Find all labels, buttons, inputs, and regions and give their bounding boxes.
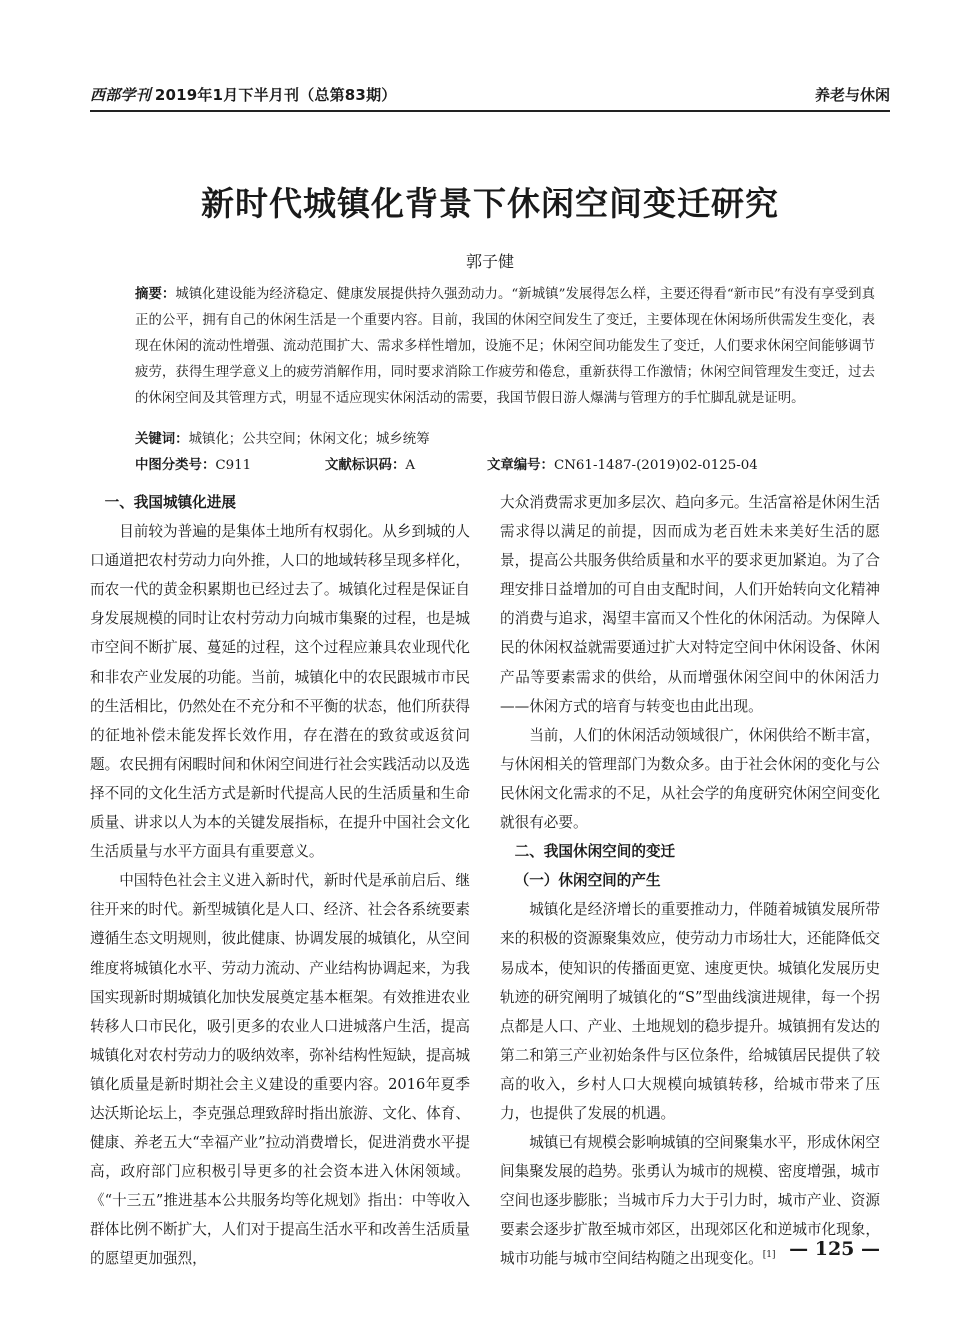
abstract-label: 摘要： bbox=[135, 287, 176, 302]
section-heading-1: 一、我国城镇化进展 bbox=[104, 494, 236, 511]
body-paragraph-text: 城镇已有规模会影响城镇的空间聚集水平，形成休闲空间集聚发展的趋势。张勇认为城市的规模、密度增强，城市空间也逐步膨胀；当城市斥力大于引力时，城市产业、资源要素会逐步扩散至城市郊区，出现郊区化和逆城市化现象，城市功能与城市空间结构随之出现变化。 bbox=[500, 1134, 880, 1268]
body-paragraph: 目前较为普遍的是集体土地所有权弱化。从乡到城的人口通道把农村劳动力向外推，人口的地域转移呈现多样化，而农一代的黄金积累期也已经过去了。城镇化过程是保证自身发展规模的同时让农村劳动力向城市集聚的过程，也是城市空间不断扩展、蔓延的过程，这个过程应兼具农业现代化和非农产业发展的功能。当前，城镇化中的农民跟城市市民的生活相比，仍然处在不充分和不平衡的状态，他们所获得的征地补偿未能发挥长效作用，存在潜在的致贫或返贫问题。农民拥有闲暇时间和休闲空间进行社会实践活动以及选择不同的文化生活方式是新时代提高人民的生活质量和生命质量、讲求以人为本的关键发展指标，在提升中国社会文化生活质量与水平方面具有重要意义。 bbox=[90, 523, 470, 861]
keywords-label: 关键词： bbox=[135, 432, 189, 447]
body-paragraph-continued: 大众消费需求更加多层次、趋向多元。生活富裕是休闲生活需求得以满足的前提，因而成为老百姓未来美好生活的愿景，提高公共服务供给质量和水平的要求更加紧迫。为了合理安排日益增加的可自由支配时间，人们开始转向文化精神的消费与追求，渴望丰富而又个性化的休闲活动。为保障人民的休闲权益就需要通过扩大对特定空间中休闲设备、休闲产品等要素需求的供给，从而增强休闲空间中的休闲活力——休闲方式的培育与转变也由此出现。 bbox=[500, 494, 880, 715]
abstract bbox=[135, 282, 875, 412]
journal-issue: 2019年1月下半月刊（总第83期） bbox=[154, 86, 397, 104]
doc-value: A bbox=[405, 458, 416, 473]
classification-line bbox=[135, 453, 875, 479]
keywords bbox=[135, 427, 875, 453]
article-title: 新时代城镇化背景下休闲空间变迁研究 bbox=[201, 184, 779, 223]
abstract-text: 城镇化建设能为经济稳定、健康发展提供持久强劲动力。“新城镇”发展得怎么样，主要还得看“新市民”有没有享受到真正的公平，拥有自己的休闲生活是一个重要内容。目前，我国的休闲空间发生了变迁，主要体现在休闲场所供需发生变化，表现在休闲的流动性增强、流动范围扩大、需求多样性增加，设施不足；休闲空间功能发生了变迁，人们要求休闲空间能够调节疲劳，获得生理学意义上的疲劳消解作用，同时要求消除工作疲劳和倦怠，重新获得工作激情；休闲空间管理发生变迁，过去的休闲空间及其管理方式，明显不适应现实休闲活动的需要，我国节假日游人爆满与管理方的手忙脚乱就是证明。 bbox=[135, 287, 875, 406]
journal-logo: 西部学刊 bbox=[90, 86, 151, 104]
subsection-heading: （一）休闲空间的产生 bbox=[514, 872, 661, 890]
header-rule bbox=[90, 110, 890, 112]
section-name: 养老与休闲 bbox=[814, 86, 890, 104]
clc-label: 中图分类号： bbox=[135, 458, 216, 473]
keywords-text: 城镇化；公共空间；休闲文化；城乡统筹 bbox=[188, 432, 430, 447]
article-label: 文章编号： bbox=[487, 458, 554, 473]
reference-marker[interactable]: [1] bbox=[762, 1250, 776, 1261]
author-name: 郭子健 bbox=[465, 252, 514, 271]
body-paragraph: 中国特色社会主义进入新时代，新时代是承前启后、继往开来的时代。新型城镇化是人口、经济、社会各系统要素遵循生态文明规则，彼此健康、协调发展的城镇化，从空间维度将城镇化水平、劳动力流动、产业结构协调起来，为我国实现新时期城镇化加快发展奠定基本框架。有效推进农业转移人口市民化，吸引更多的农业人口进城落户生活，提高城镇化对农村劳动力的吸纳效率，弥补结构性短缺，提高城镇化质量是新时期社会主义建设的重要内容。2016年夏季达沃斯论坛上，李克强总理致辞时指出旅游、文化、体育、健康、养老五大“幸福产业”拉动消费增长，促进消费水平提高，政府部门应积极引导更多的社会资本进入休闲领域。《“十三五”推进基本公共服务均等化规划》指出：中等收入群体比例不断扩大，人们对于提高生活水平和改善生活质量的愿望更加强烈， bbox=[90, 872, 470, 1268]
running-header bbox=[90, 84, 890, 110]
body-paragraph: 当前，人们的休闲活动领域很广，休闲供给不断丰富，与休闲相关的管理部门为数众多。由于社会休闲的变化与公民休闲文化需求的不足，从社会学的角度研究休闲空间变化就很有必要。 bbox=[500, 726, 880, 832]
article-value: CN61-1487-(2019)02-0125-04 bbox=[553, 458, 758, 473]
clc-number bbox=[135, 453, 251, 479]
section-heading-2: 二、我国休闲空间的变迁 bbox=[514, 843, 676, 861]
body-paragraph: 城镇化是经济增长的重要推动力，伴随着城镇发展所带来的积极的资源聚集效应，使劳动力市场壮大，还能降低交易成本，使知识的传播面更宽、速度更快。城镇化发展历史轨迹的研究阐明了城镇化的“S”型曲线演进规律，每一个拐点都是人口、产业、土地规划的稳步提升。城镇拥有发达的第二和第三产业初始条件与区位条件，给城镇居民提供了较高的收入，乡村人口大规模向城镇转移，给城市带来了压力，也提供了发展的机遇。 bbox=[500, 901, 880, 1122]
doc-label: 文献标识码： bbox=[325, 458, 406, 473]
document-code bbox=[325, 453, 415, 479]
left-column bbox=[90, 488, 470, 1274]
article-number bbox=[487, 453, 758, 479]
right-column bbox=[500, 488, 880, 1274]
journal-info bbox=[90, 84, 396, 105]
clc-value: C911 bbox=[215, 458, 252, 473]
page-number: — 125 — bbox=[789, 1238, 880, 1260]
